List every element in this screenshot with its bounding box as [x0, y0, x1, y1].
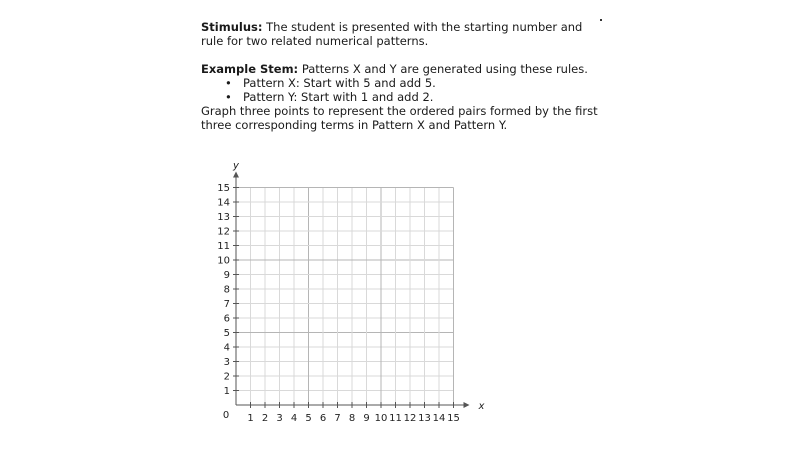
coordinate-grid[interactable] [195, 160, 485, 430]
example-stem-text: Patterns X and Y are generated using these rules. [301, 62, 588, 76]
rule-suffix: . [432, 76, 436, 90]
x-axis-arrow-icon [464, 402, 470, 408]
y-tick-label: 13 [217, 212, 230, 223]
stimulus-label: Stimulus: [201, 20, 263, 34]
y-tick-label: 9 [223, 270, 230, 281]
bullet-icon: • [225, 76, 232, 90]
stimulus-paragraph [201, 20, 601, 48]
example-stem-label: Example Stem: [201, 62, 299, 76]
rule-add-number: 5 [424, 76, 433, 90]
x-tick-label: 8 [348, 413, 356, 424]
y-tick-label: 5 [223, 328, 230, 339]
rule-suffix: . [429, 90, 434, 104]
x-tick-label: 7 [334, 413, 341, 424]
rule-prefix: Pattern X: Start with [243, 76, 364, 90]
y-tick-label: 15 [217, 183, 230, 194]
rule-add-number: 2 [422, 90, 430, 104]
example-stem-paragraph [201, 62, 601, 76]
y-tick-label: 6 [223, 313, 230, 325]
x-tick-label: 4 [290, 413, 298, 424]
origin-label: 0 [222, 410, 230, 421]
x-tick-label: 2 [261, 413, 269, 424]
pattern-rule-item [225, 90, 601, 104]
rule-start-number: 1 [360, 90, 369, 104]
x-tick-label: 12 [403, 413, 417, 424]
x-tick-label: 1 [247, 413, 254, 424]
rule-mid: and add [368, 90, 423, 104]
x-tick-label: 14 [432, 413, 446, 424]
rule-prefix: Pattern Y: Start with [243, 90, 361, 104]
y-tick-label: 1 [223, 386, 230, 397]
y-tick-label: 7 [223, 299, 230, 310]
bullet-icon: • [225, 90, 232, 104]
y-tick-label: 3 [223, 357, 230, 368]
y-tick-label: 4 [223, 342, 230, 354]
y-tick-label: 12 [217, 226, 230, 238]
x-tick-label: 6 [319, 413, 327, 424]
instruction-text: Graph three points to represent the ordered pairs formed by the first three corresponding terms in Pattern X and Pattern Y. [201, 104, 598, 132]
x-tick-label: 5 [305, 413, 312, 424]
y-tick-label: 14 [217, 197, 230, 209]
y-axis-label: y [233, 160, 239, 172]
x-tick-label: 10 [374, 413, 388, 424]
x-axis-label: x [478, 401, 485, 412]
y-tick-label: 2 [223, 371, 230, 383]
stimulus-text: The student is presented with the starting number and rule for two related numerical patterns. [201, 20, 583, 48]
x-tick-label: 9 [363, 413, 370, 424]
pattern-rule-item [225, 76, 601, 90]
y-tick-label: 11 [217, 241, 230, 252]
x-tick-label: 15 [447, 413, 460, 424]
x-tick-label: 3 [276, 413, 283, 424]
rule-mid: and add [370, 76, 425, 90]
y-tick-label: 8 [223, 284, 230, 296]
x-tick-label: 13 [418, 413, 431, 424]
y-tick-label: 10 [217, 255, 230, 267]
rule-start-number: 5 [363, 76, 371, 90]
y-axis-arrow-icon [233, 172, 239, 178]
pattern-rules-list [201, 76, 601, 104]
question-content [201, 20, 601, 132]
x-tick-label: 11 [389, 413, 402, 424]
